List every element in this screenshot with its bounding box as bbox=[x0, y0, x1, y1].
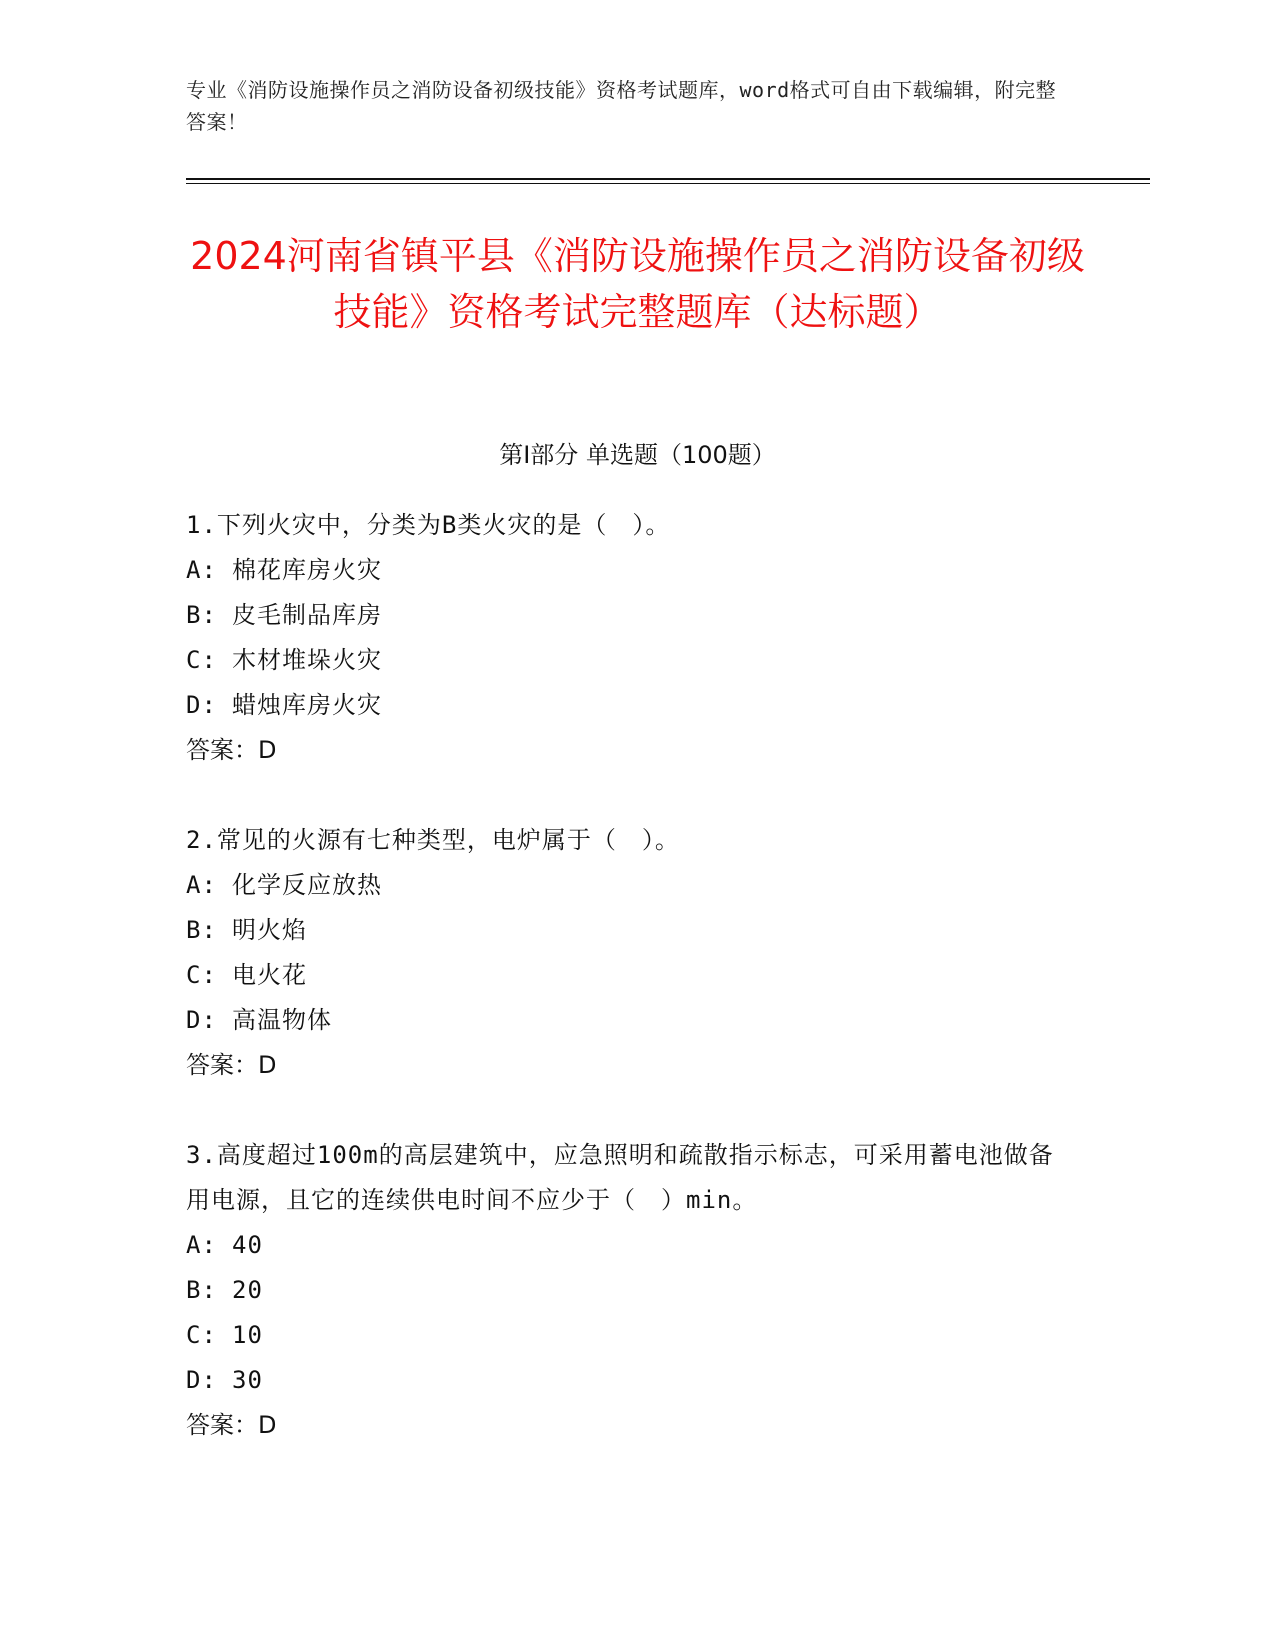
option-key: B: bbox=[186, 916, 217, 944]
option-text: 蜡烛库房火灾 bbox=[232, 691, 382, 719]
option-key: A: bbox=[186, 871, 217, 899]
option-text: 30 bbox=[232, 1366, 263, 1394]
option-b bbox=[186, 593, 1066, 638]
option-a bbox=[186, 863, 1066, 908]
document-title: 2024河南省镇平县《消防设施操作员之消防设备初级技能》资格考试完整题库（达标题） bbox=[190, 234, 1085, 334]
option-key: A: bbox=[186, 556, 217, 584]
answer: 答案：D bbox=[186, 1411, 277, 1439]
question-stem: 3.高度超过100m的高层建筑中，应急照明和疏散指示标志，可采用蓄电池做备用电源，且它的连续供电时间不应少于（ ）min。 bbox=[186, 1141, 1054, 1214]
option-b bbox=[186, 1268, 1066, 1313]
option-key: B: bbox=[186, 601, 217, 629]
option-text: 木材堆垛火灾 bbox=[232, 646, 382, 674]
option-text: 40 bbox=[232, 1231, 263, 1259]
answer: 答案：D bbox=[186, 1051, 277, 1079]
section-title: 第Ⅰ部分 单选题（100题） bbox=[499, 441, 776, 469]
option-text: 明火焰 bbox=[232, 916, 307, 944]
option-key: A: bbox=[186, 1231, 217, 1259]
header-note: 专业《消防设施操作员之消防设备初级技能》资格考试题库，word格式可自由下载编辑，附完整答案！ bbox=[186, 78, 1057, 134]
option-key: D: bbox=[186, 691, 217, 719]
question-stem: 1.下列火灾中，分类为B类火灾的是（ ）。 bbox=[186, 511, 671, 539]
option-text: 20 bbox=[232, 1276, 263, 1304]
option-text: 皮毛制品库房 bbox=[232, 601, 382, 629]
option-key: C: bbox=[186, 646, 217, 674]
option-d bbox=[186, 998, 1066, 1043]
option-c bbox=[186, 638, 1066, 683]
question-stem: 2.常见的火源有七种类型，电炉属于（ ）。 bbox=[186, 826, 680, 854]
question-3 bbox=[186, 1133, 1066, 1448]
header-rule-top bbox=[186, 178, 1150, 180]
option-text: 10 bbox=[232, 1321, 263, 1349]
option-text: 高温物体 bbox=[232, 1006, 332, 1034]
option-d bbox=[186, 683, 1066, 728]
option-d bbox=[186, 1358, 1066, 1403]
option-key: C: bbox=[186, 1321, 217, 1349]
option-a bbox=[186, 1223, 1066, 1268]
option-c bbox=[186, 1313, 1066, 1358]
option-a bbox=[186, 548, 1066, 593]
question-2 bbox=[186, 818, 1066, 1088]
option-key: D: bbox=[186, 1366, 217, 1394]
option-text: 化学反应放热 bbox=[232, 871, 382, 899]
answer: 答案：D bbox=[186, 736, 277, 764]
header-rule-bottom bbox=[186, 183, 1150, 184]
option-b bbox=[186, 908, 1066, 953]
option-text: 棉花库房火灾 bbox=[232, 556, 382, 584]
option-c bbox=[186, 953, 1066, 998]
option-key: C: bbox=[186, 961, 217, 989]
option-key: B: bbox=[186, 1276, 217, 1304]
question-1 bbox=[186, 503, 1066, 773]
option-key: D: bbox=[186, 1006, 217, 1034]
option-text: 电火花 bbox=[232, 961, 307, 989]
